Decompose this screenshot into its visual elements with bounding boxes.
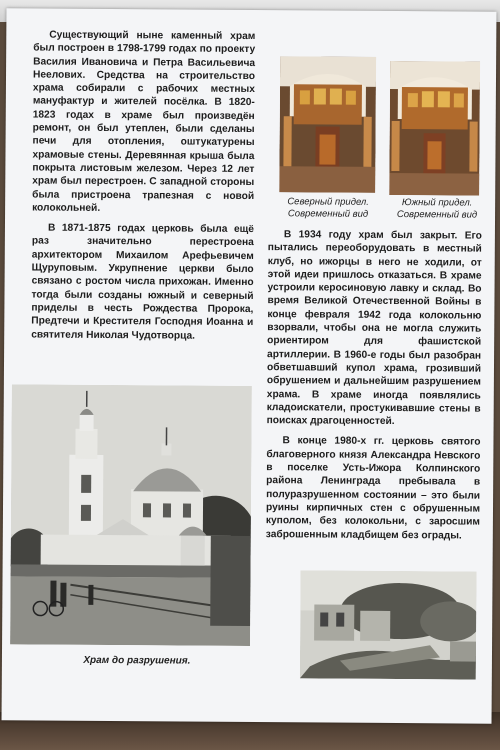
paragraph-ruins: В конце 1980-х гг. церковь святого благоверного князя Александра Невского в поселке Усть-Ижора Колпинского района Ленинграда пребывала в полуразрушенном состоянии – это были руины кирпичных стен с обрушенным куполом, без колокольни, с заросшим заброшенным кладбищем без ограды. bbox=[265, 435, 481, 542]
ruins-photo bbox=[300, 570, 477, 679]
south-chapel-photo bbox=[389, 61, 480, 196]
north-chapel-photo bbox=[279, 56, 376, 193]
historic-photo-caption: Храм до разрушения. bbox=[83, 654, 191, 667]
paragraph-history-2: В 1871-1875 годах церковь была ещё раз значительно перестроена архитектором Михаилом Арефьевичем Щуруповым. Укрупнение церкви было связано с ростом числа прихожан. Именно тогда были созданы южный и северный приделы в честь Рождества Пророка, Предтечи и Крестителя Господня Иоанна и святителя Николая Чудотворца. bbox=[31, 222, 254, 342]
right-text-column bbox=[266, 228, 482, 549]
paragraph-history-1: Существующий ныне каменный храм был построен в 1798-1799 годах по проекту Василия Ивановича и Петра Васильевича Неелових. Средства на строительство храма собирали с рабочих местных мануфактур и жителей посёлка. В 1820-1823 годах в храме был произведён ремонт, он был утеплен, были сделаны печи для отопления, оштукатурены храмовые стены. Деревянная крыша была покрыта листовым железом. Через 12 лет храм был перестроен. С западной стороны была пристроена трапезная с новой колокольней. bbox=[32, 29, 256, 214]
south-chapel-caption: Южный придел. Современный вид bbox=[396, 197, 478, 221]
north-chapel-caption: Северный придел. Современный вид bbox=[287, 196, 369, 220]
historic-church-photo bbox=[10, 384, 252, 646]
left-text-column bbox=[31, 28, 255, 349]
poster-sheet bbox=[2, 8, 497, 723]
paragraph-closure: В 1934 году храм был закрыт. Его пытались переоборудовать в местный клуб, но ижорцы в него не ходили, от этой идеи пришлось отказаться. В храме устроили керосиновую лавку и склад. Во время Великой Отечественной Войны в конце февраля 1942 года колокольню взорвали, чтобы она не могла служить ориентиром для фашистской артиллерии. В 1960-е годы был разобран обветшавший купол храма, грозивший обрушением и дальнейшим разрушением храма. В храме иногда появлялись кладоискатели, простукивавшие стены в поисках драгоценностей. bbox=[266, 229, 482, 428]
